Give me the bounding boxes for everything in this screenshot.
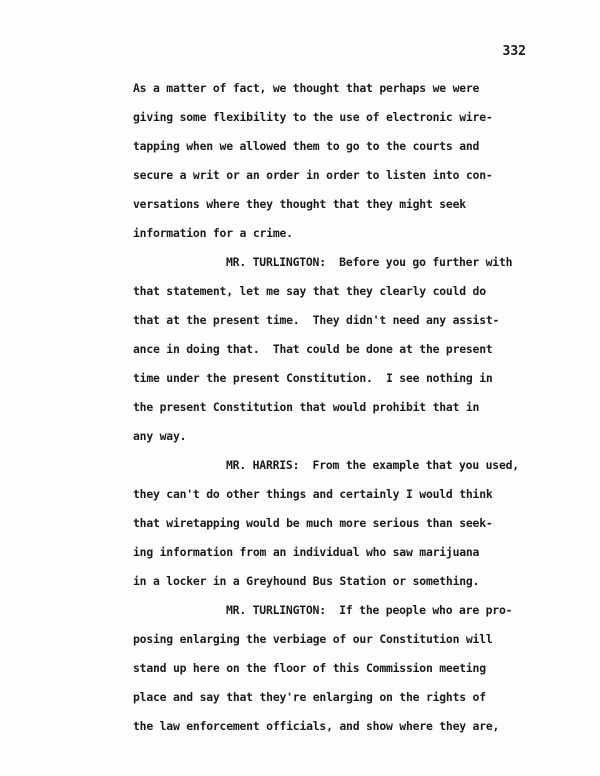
text-line: versations where they thought that they might seek xyxy=(133,197,466,211)
text-line: secure a writ or an order in order to listen into con- xyxy=(133,168,493,182)
page-number: 332 xyxy=(502,44,526,59)
text-line: the present Constitution that would prohibit that in xyxy=(133,400,480,414)
text-line: information for a crime. xyxy=(133,226,293,240)
text-line: that statement, let me say that they clearly could do xyxy=(133,284,486,298)
text-line: in a locker in a Greyhound Bus Station or something. xyxy=(133,574,480,588)
text-line: time under the present Constitution. I see nothing in xyxy=(133,371,493,385)
text-line: tapping when we allowed them to go to the courts and xyxy=(133,139,480,153)
text-line: stand up here on the floor of this Commission meeting xyxy=(133,661,486,675)
text-line: place and say that they're enlarging on the rights of xyxy=(133,690,486,704)
text-line: they can't do other things and certainly I would think xyxy=(133,487,493,501)
text-line: that at the present time. They didn't need any assist- xyxy=(133,313,500,327)
speaker-line: MR. TURLINGTON: Before you go further with xyxy=(226,255,513,269)
text-line: ance in doing that. That could be done at the present xyxy=(133,342,493,356)
text-line: ing information from an individual who saw marijuana xyxy=(133,545,480,559)
text-line: the law enforcement officials, and show where they are, xyxy=(133,719,500,733)
text-line: As a matter of fact, we thought that perhaps we were xyxy=(133,81,480,95)
text-line: giving some flexibility to the use of electronic wire- xyxy=(133,110,493,124)
speaker-line: MR. HARRIS: From the example that you used, xyxy=(226,458,519,472)
text-line: that wiretapping would be much more serious than seek- xyxy=(133,516,493,530)
text-line: any way. xyxy=(133,429,187,443)
speaker-line: MR. TURLINGTON: If the people who are pro- xyxy=(226,603,513,617)
text-line: posing enlarging the verbiage of our Constitution will xyxy=(133,632,493,646)
